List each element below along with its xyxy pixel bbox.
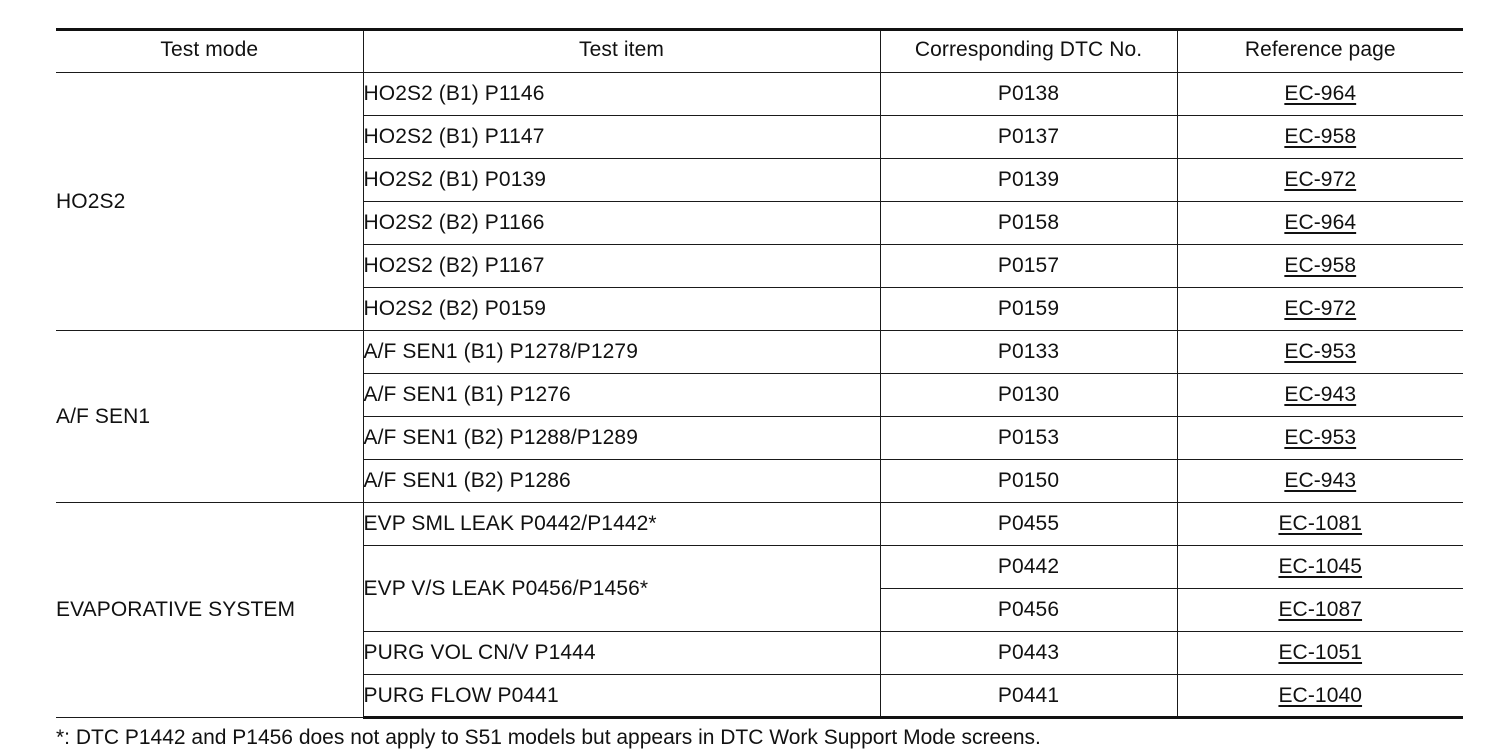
- reference-cell: [1177, 288, 1463, 331]
- dtc-cell: P0158: [880, 202, 1177, 245]
- dtc-reference-table: [56, 28, 1463, 719]
- test-item-cell: HO2S2 (B2) P0159: [363, 288, 880, 331]
- test-item-cell: EVP SML LEAK P0442/P1442*: [363, 503, 880, 546]
- reference-link[interactable]: EC-1081: [1278, 512, 1363, 535]
- reference-link[interactable]: EC-1051: [1278, 641, 1363, 664]
- table-row: [56, 503, 1463, 546]
- test-mode-cell: A/F SEN1: [56, 331, 363, 503]
- dtc-cell: P0137: [880, 116, 1177, 159]
- reference-link[interactable]: EC-964: [1284, 82, 1357, 105]
- table-row: [56, 73, 1463, 116]
- reference-cell: [1177, 460, 1463, 503]
- test-item-cell: HO2S2 (B2) P1166: [363, 202, 880, 245]
- reference-link[interactable]: EC-1040: [1278, 683, 1363, 707]
- dtc-cell: P0130: [880, 374, 1177, 417]
- test-mode-cell: HO2S2: [56, 73, 363, 331]
- dtc-cell: P0157: [880, 245, 1177, 288]
- dtc-cell: P0441: [880, 675, 1177, 718]
- reference-link[interactable]: EC-958: [1284, 254, 1357, 277]
- reference-cell: [1177, 632, 1463, 675]
- test-item-cell: HO2S2 (B1) P1147: [363, 116, 880, 159]
- reference-link[interactable]: EC-964: [1284, 211, 1357, 234]
- dtc-cell: P0456: [880, 589, 1177, 632]
- header-test-mode: Test mode: [56, 30, 363, 73]
- reference-cell: [1177, 417, 1463, 460]
- reference-cell: [1177, 116, 1463, 159]
- reference-cell: [1177, 589, 1463, 632]
- reference-link[interactable]: EC-972: [1284, 168, 1357, 191]
- dtc-cell: P0139: [880, 159, 1177, 202]
- reference-cell: [1177, 546, 1463, 589]
- test-item-cell: HO2S2 (B2) P1167: [363, 245, 880, 288]
- test-item-cell: HO2S2 (B1) P1146: [363, 73, 880, 116]
- dtc-cell: P0133: [880, 331, 1177, 374]
- dtc-cell: P0455: [880, 503, 1177, 546]
- test-item-cell: A/F SEN1 (B2) P1286: [363, 460, 880, 503]
- test-item-cell: PURG FLOW P0441: [363, 675, 880, 718]
- reference-cell: [1177, 331, 1463, 374]
- reference-cell: [1177, 503, 1463, 546]
- test-item-cell: PURG VOL CN/V P1444: [363, 632, 880, 675]
- reference-link[interactable]: EC-953: [1284, 340, 1357, 363]
- test-item-cell: A/F SEN1 (B1) P1278/P1279: [363, 331, 880, 374]
- reference-link[interactable]: EC-953: [1284, 426, 1357, 449]
- reference-link[interactable]: EC-943: [1284, 469, 1357, 492]
- reference-link[interactable]: EC-1045: [1278, 555, 1363, 578]
- reference-cell: [1177, 675, 1463, 718]
- dtc-cell: P0442: [880, 546, 1177, 589]
- reference-link[interactable]: EC-943: [1284, 383, 1357, 406]
- dtc-cell: P0153: [880, 417, 1177, 460]
- reference-cell: [1177, 73, 1463, 116]
- header-reference-page: Reference page: [1177, 30, 1463, 73]
- reference-link[interactable]: EC-958: [1284, 125, 1357, 148]
- test-item-cell: EVP V/S LEAK P0456/P1456*: [363, 546, 880, 632]
- header-test-item: Test item: [363, 30, 880, 73]
- reference-cell: [1177, 159, 1463, 202]
- dtc-cell: P0443: [880, 632, 1177, 675]
- dtc-cell: P0150: [880, 460, 1177, 503]
- test-item-cell: A/F SEN1 (B1) P1276: [363, 374, 880, 417]
- reference-cell: [1177, 374, 1463, 417]
- header-dtc-no: Corresponding DTC No.: [880, 30, 1177, 73]
- reference-link[interactable]: EC-972: [1284, 297, 1357, 320]
- test-mode-cell: EVAPORATIVE SYSTEM: [56, 503, 363, 718]
- table-header-row: [56, 30, 1463, 73]
- dtc-cell: P0159: [880, 288, 1177, 331]
- dtc-cell: P0138: [880, 73, 1177, 116]
- test-item-cell: HO2S2 (B1) P0139: [363, 159, 880, 202]
- reference-cell: [1177, 245, 1463, 288]
- reference-link[interactable]: EC-1087: [1278, 598, 1363, 621]
- reference-cell: [1177, 202, 1463, 245]
- footnote: *: DTC P1442 and P1456 does not apply to S51 models but appears in DTC Work Support Mode screens.: [56, 726, 1041, 749]
- table-row: [56, 331, 1463, 374]
- test-item-cell: A/F SEN1 (B2) P1288/P1289: [363, 417, 880, 460]
